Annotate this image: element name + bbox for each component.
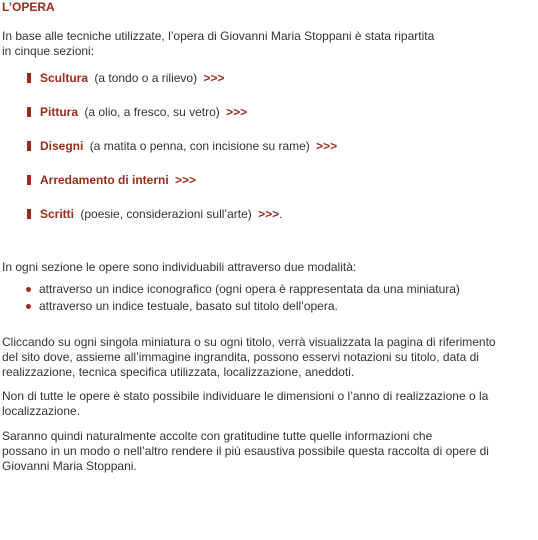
section-link-arredamento[interactable]: Arredamento di interni xyxy=(40,173,169,187)
section-item-scultura xyxy=(27,71,337,105)
paragraph-line: del sito dove, assieme all’immagine ingrandita, possono esservi notazioni su titolo, data di xyxy=(2,350,479,364)
round-bullet-icon xyxy=(26,287,31,292)
square-bullet-icon xyxy=(27,175,31,185)
paragraph-line: localizzazione. xyxy=(2,404,81,418)
section-more-link[interactable]: >>> xyxy=(258,207,280,221)
section-more-link[interactable]: >>> xyxy=(316,139,338,153)
section-description: (a olio, a fresco, su vetro) xyxy=(84,105,220,119)
modes-list xyxy=(26,282,460,316)
section-link-pittura[interactable]: Pittura xyxy=(40,105,79,119)
square-bullet-icon xyxy=(27,73,31,83)
mode-text: attraverso un indice iconografico (ogni opera è rappresentata da una miniatura) xyxy=(39,282,460,296)
section-item-pittura xyxy=(27,105,337,139)
mode-text: attraverso un indice testuale, basato sul titolo dell’opera. xyxy=(39,299,338,313)
section-description: (a tondo o a rilievo) xyxy=(94,71,198,85)
page-title: L’OPERA xyxy=(2,0,55,14)
section-item-scritti xyxy=(27,207,337,241)
section-more-link[interactable]: >>> xyxy=(226,105,248,119)
paragraph-line: possano in un modo o nell’altro rendere il più esaustiva possibile questa raccolta di opere di xyxy=(2,444,489,458)
paragraph-line: Non di tutte le opere è stato possibile individuare le dimensioni o l’anno di realizzazione o la xyxy=(2,389,489,403)
sections-list xyxy=(27,71,337,241)
square-bullet-icon xyxy=(27,209,31,219)
section-description: (poesie, considerazioni sull’arte) xyxy=(80,207,252,221)
paragraph-line: Saranno quindi naturalmente accolte con gratitudine tutte quelle informazioni che xyxy=(2,429,433,443)
intro-paragraph xyxy=(2,29,522,59)
section-item-arredamento xyxy=(27,173,337,207)
section-link-scritti[interactable]: Scritti xyxy=(40,207,75,221)
paragraph-line: realizzazione, tecnica specifica utilizzata, localizzazione, aneddoti. xyxy=(2,365,355,379)
section-more-link[interactable]: >>> xyxy=(175,173,197,187)
trailing-period: . xyxy=(279,207,283,221)
dimensions-paragraph xyxy=(2,389,536,419)
section-link-scultura[interactable]: Scultura xyxy=(40,71,89,85)
paragraph-line: Giovanni Maria Stoppani. xyxy=(2,459,137,473)
square-bullet-icon xyxy=(27,107,31,117)
section-more-link[interactable]: >>> xyxy=(203,71,225,85)
paragraph-line: Cliccando su ogni singola miniatura o su ogni titolo, verrà visualizzata la pagina di riferimento xyxy=(2,335,496,349)
modes-intro: In ogni sezione le opere sono individuabili attraverso due modalità: xyxy=(2,260,357,274)
section-description: (a matita o penna, con incisione su rame) xyxy=(89,139,310,153)
intro-line: in cinque sezioni: xyxy=(2,44,95,58)
section-link-disegni[interactable]: Disegni xyxy=(40,139,84,153)
contributions-paragraph xyxy=(2,429,536,474)
detail-paragraph xyxy=(2,335,536,380)
intro-line: In base alle tecniche utilizzate, l’opera di Giovanni Maria Stoppani è stata ripartita xyxy=(2,29,435,43)
round-bullet-icon xyxy=(26,304,31,309)
square-bullet-icon xyxy=(27,141,31,151)
list-item xyxy=(26,299,460,316)
list-item xyxy=(26,282,460,299)
section-item-disegni xyxy=(27,139,337,173)
